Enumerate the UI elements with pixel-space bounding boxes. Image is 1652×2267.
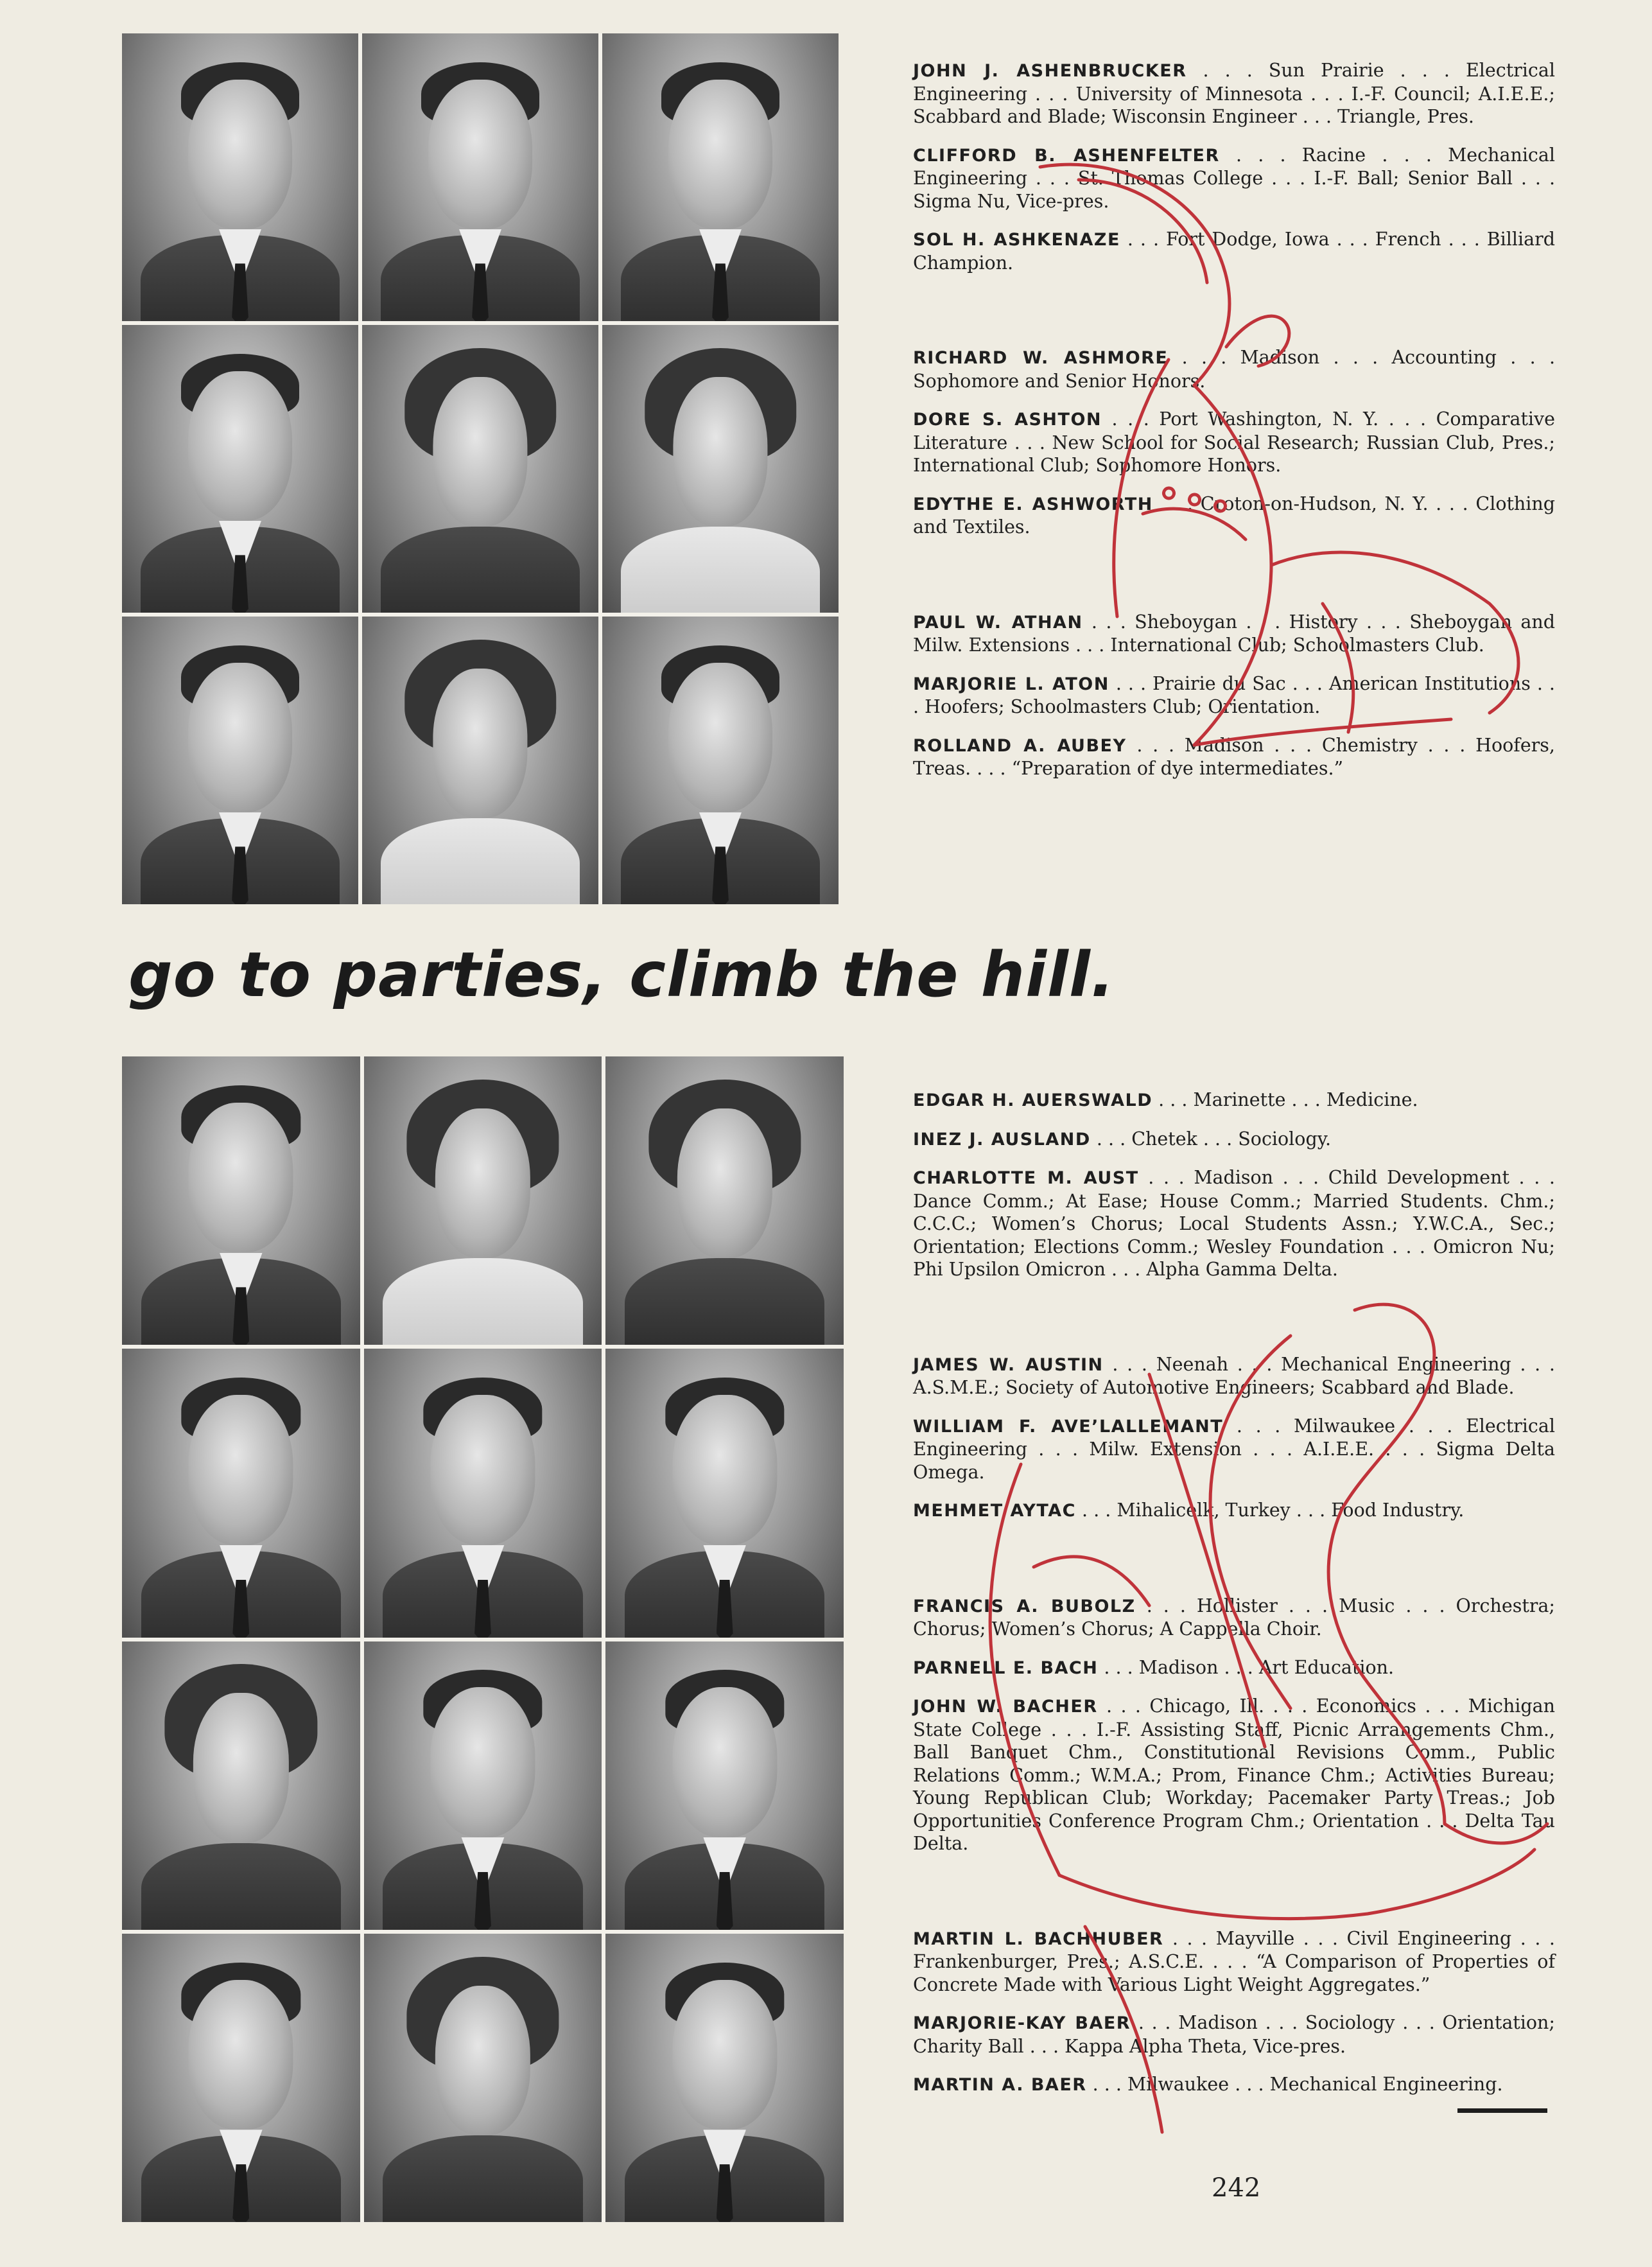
student-name: PAUL W. ATHAN xyxy=(913,612,1083,633)
student-bio xyxy=(913,1166,1555,1281)
page-number: 242 xyxy=(1212,2173,1261,2203)
student-bio xyxy=(913,408,1555,477)
student-bio xyxy=(913,346,1555,392)
student-details: . . . Marinette . . . Medicine. xyxy=(1152,1089,1418,1110)
portrait-photo xyxy=(605,1641,844,1930)
student-details: . . . Croton-on-Hudson, N. Y. . . . Clothing and Textiles. xyxy=(913,493,1555,538)
student-bio xyxy=(913,59,1555,128)
student-details: . . . Milwaukee . . . Electrical Engineering . . . Milw. Extension . . . A.I.E.E. . . . Sigma Delta Omega. xyxy=(913,1415,1555,1483)
student-details: . . . Madison . . . Chemistry . . . Hoofers, Treas. . . . “Preparation of dye intermediates.” xyxy=(913,734,1555,779)
portrait-photo xyxy=(362,33,598,321)
student-details: . . . Port Washington, N. Y. . . . Comparative Literature . . . New School for Social Research; Russian Club, Pres.; International Club; Sophomore Honors. xyxy=(913,408,1555,476)
student-name: CHARLOTTE M. AUST xyxy=(913,1168,1139,1188)
bio-column-top xyxy=(913,59,1555,780)
student-name: EDGAR H. AUERSWALD xyxy=(913,1090,1153,1110)
student-details: . . . Madison . . . Child Development . . . Dance Comm.; At Ease; House Comm.; Married Students. Chm.; C.C.C.; Women’s Chorus; Local Students Assn.; Y.W.C.A., Sec.; Orientation; Elections Comm.; Wesley Foundation . . . Omicron Nu; Phi Upsilon Omicron . . . Alpha Gamma Delta. xyxy=(913,1167,1555,1280)
portrait-photo xyxy=(122,1349,360,1637)
portrait-photo xyxy=(364,1641,602,1930)
student-name: MARTIN A. BAER xyxy=(913,2075,1087,2095)
portrait-photo xyxy=(122,1641,360,1930)
student-details: . . . Chetek . . . Sociology. xyxy=(1090,1128,1332,1150)
student-name: EDYTHE E. ASHWORTH xyxy=(913,494,1153,514)
portrait-photo xyxy=(122,325,358,613)
portrait-photo xyxy=(605,1349,844,1637)
student-name: DORE S. ASHTON xyxy=(913,410,1102,430)
portrait-photo xyxy=(602,33,839,321)
student-details: . . . Milwaukee . . . Mechanical Engineering. xyxy=(1086,2074,1503,2095)
student-name: SOL H. ASHKENAZE xyxy=(913,230,1120,250)
portrait-photo xyxy=(364,1349,602,1637)
student-bio xyxy=(913,1656,1555,1680)
portrait-photo xyxy=(364,1934,602,2222)
student-bio xyxy=(913,611,1555,657)
student-details: . . . Hollister . . . Music . . . Orchestra; Chorus; Women’s Chorus; A Cappella Choir. xyxy=(913,1595,1555,1640)
student-bio xyxy=(913,228,1555,274)
student-name: PARNELL E. BACH xyxy=(913,1658,1099,1678)
student-bio xyxy=(913,1499,1555,1523)
student-details: . . . Racine . . . Mechanical Engineering . . . St. Thomas College . . . I.-F. Ball; Senior Ball . . . Sigma Nu, Vice-pres. xyxy=(913,144,1555,212)
page-headline: go to parties, climb the hill. xyxy=(128,939,1115,1011)
student-name: WILLIAM F. AVE’LALLEMANT xyxy=(913,1416,1224,1437)
student-name: MARJORIE-KAY BAER xyxy=(913,2013,1131,2033)
portrait-photo xyxy=(122,1056,360,1345)
student-name: MEHMET AYTAC xyxy=(913,1501,1076,1521)
student-name: JOHN W. BACHER xyxy=(913,1697,1098,1717)
student-bio xyxy=(913,2073,1555,2097)
student-bio xyxy=(913,1128,1555,1151)
portrait-photo xyxy=(605,1056,844,1345)
portrait-photo xyxy=(362,617,598,904)
student-name: JOHN J. ASHENBRUCKER xyxy=(913,61,1187,81)
student-details: . . . Fort Dodge, Iowa . . . French . . . Billiard Champion. xyxy=(913,229,1555,274)
portrait-photo xyxy=(362,325,598,613)
student-bio xyxy=(913,1415,1555,1484)
portrait-photo xyxy=(364,1056,602,1345)
student-details: . . . Sheboygan . . . History . . . Sheboygan and Milw. Extensions . . . International Club; Schoolmasters Club. xyxy=(913,611,1555,656)
student-details: . . . Sun Prairie . . . Electrical Engineering . . . University of Minnesota . . . I.-F. Council; A.I.E.E.; Scabbard and Blade; Wisconsin Engineer . . . Triangle, Pres. xyxy=(913,60,1555,127)
student-bio xyxy=(913,1595,1555,1641)
portrait-grid-top xyxy=(122,33,839,904)
student-details: . . . Madison . . . Accounting . . . Sophomore and Senior Honors. xyxy=(913,347,1555,392)
portrait-photo xyxy=(122,617,358,904)
portrait-photo xyxy=(605,1934,844,2222)
student-name: MARJORIE L. ATON xyxy=(913,674,1109,694)
student-name: FRANCIS A. BUBOLZ xyxy=(913,1596,1136,1616)
student-bio xyxy=(913,734,1555,780)
student-details: . . . Chicago, Ill. . . . Economics . . . Michigan State College . . . I.-F. Assisting Staff, Picnic Arrangements Chm., Ball Banquet Chm., Constitutional Revisions Comm., Public Relations Comm.; W.M.A.; Prom, Finance Chm.; Activities Bureau; Young Republican Club; Workday; Pacemaker Party Treas.; Job Opportunities Conference Program Chm.; Orientation . . . Delta Tau Delta. xyxy=(913,1695,1556,1854)
student-name: CLIFFORD B. ASHENFELTER xyxy=(913,145,1220,166)
student-bio xyxy=(913,1695,1555,1855)
student-name: RICHARD W. ASHMORE xyxy=(913,348,1169,368)
student-bio xyxy=(913,672,1555,719)
student-name: MARTIN L. BACHHUBER xyxy=(913,1929,1164,1949)
student-name: ROLLAND A. AUBEY xyxy=(913,735,1127,756)
portrait-photo xyxy=(602,617,839,904)
student-details: . . . Madison . . . Sociology . . . Orientation; Charity Ball . . . Kappa Alpha Theta, Vice-pres. xyxy=(913,2012,1555,2057)
portrait-photo xyxy=(122,33,358,321)
student-details: . . . Mihalicelk, Turkey . . . Food Industry. xyxy=(1075,1500,1465,1521)
student-details: . . . Mayville . . . Civil Engineering . . . Frankenburger, Pres.; A.S.C.E. . . . “A Comparison of Properties of Concrete Made with Various Light Weight Aggregates.” xyxy=(913,1927,1555,1995)
student-bio xyxy=(913,1927,1555,1997)
student-details: . . . Neenah . . . Mechanical Engineering . . . A.S.M.E.; Society of Automotive Engineers; Scabbard and Blade. xyxy=(913,1353,1555,1398)
student-name: INEZ J. AUSLAND xyxy=(913,1129,1091,1150)
student-bio xyxy=(913,493,1555,539)
student-bio xyxy=(913,144,1555,213)
portrait-grid-bottom xyxy=(122,1056,844,2222)
student-bio xyxy=(913,1353,1555,1399)
portrait-photo xyxy=(602,325,839,613)
student-bio xyxy=(913,2011,1555,2058)
student-name: JAMES W. AUSTIN xyxy=(913,1354,1104,1375)
student-details: . . . Prairie du Sac . . . American Institutions . . . Hoofers; Schoolmasters Club; Orientation. xyxy=(913,672,1555,717)
bio-column-bottom xyxy=(913,1089,1555,2097)
student-details: . . . Madison . . . Art Education. xyxy=(1098,1656,1395,1678)
portrait-photo xyxy=(122,1934,360,2222)
underline-mark xyxy=(1457,2108,1547,2113)
student-bio xyxy=(913,1089,1555,1112)
